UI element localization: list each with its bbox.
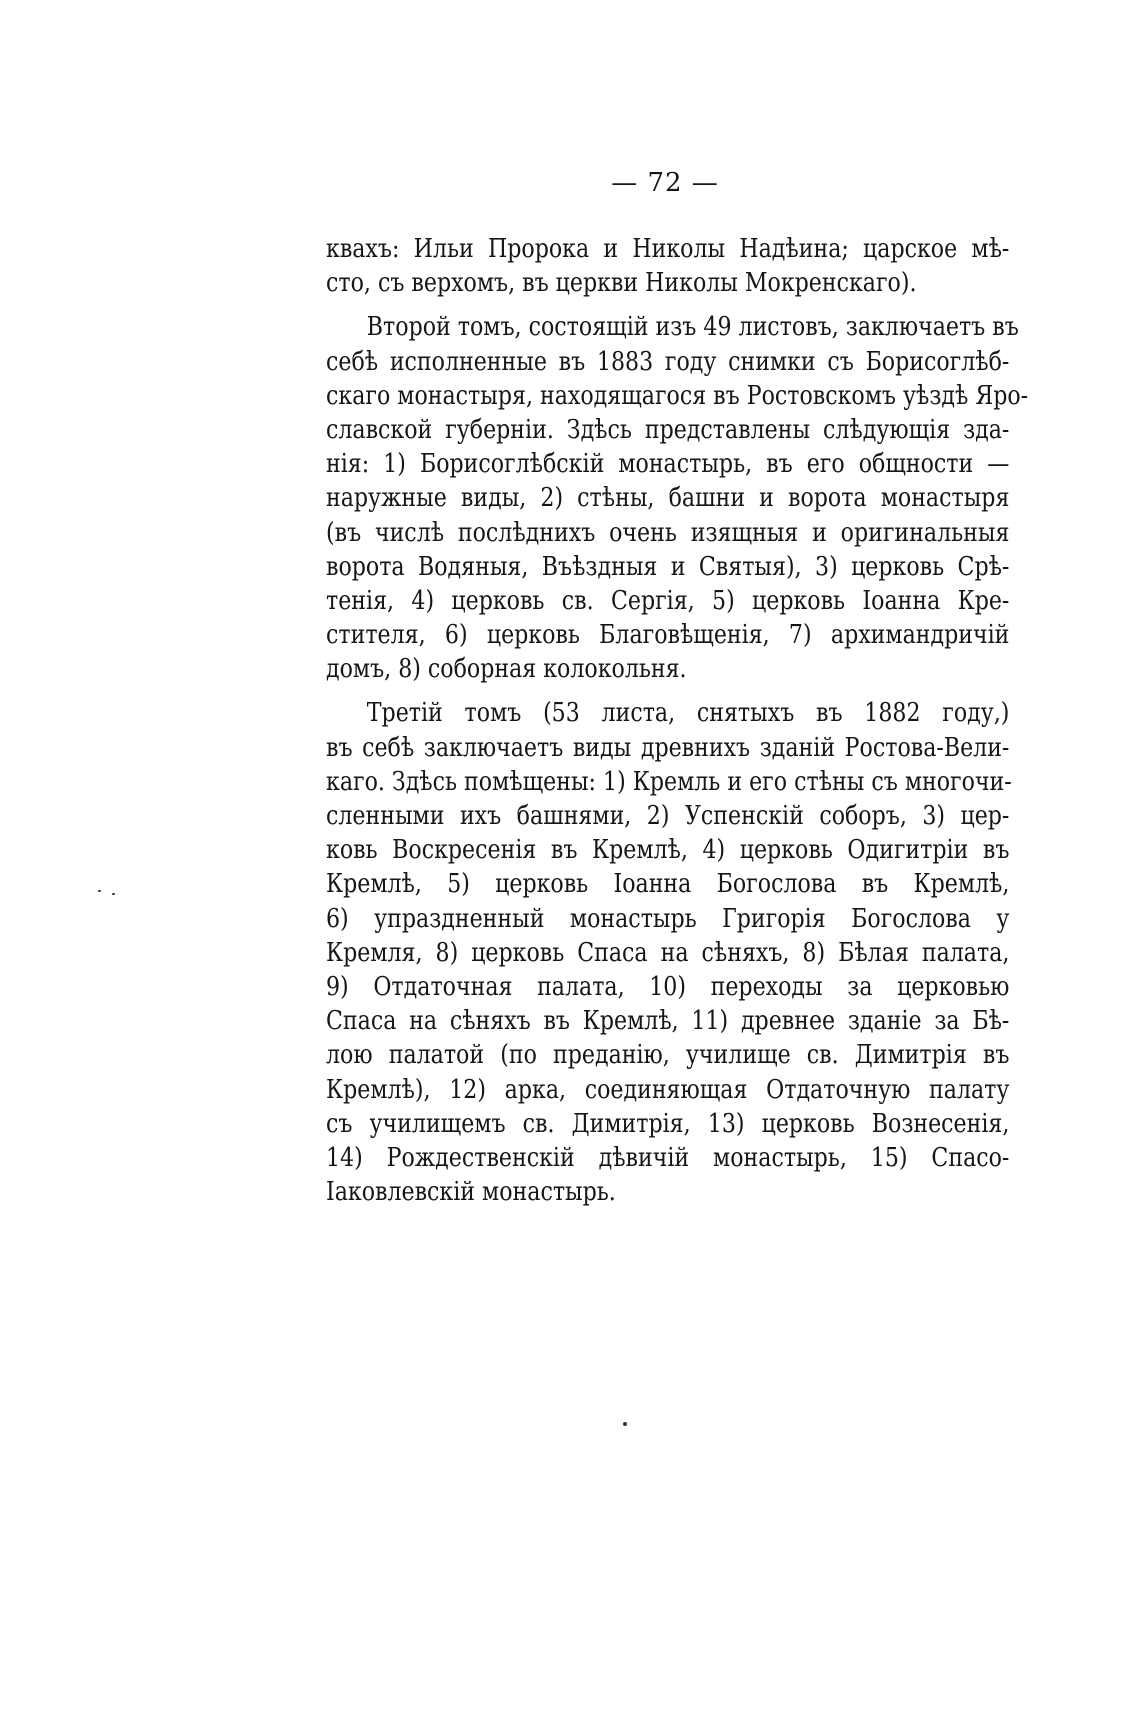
text-line: въ себѣ заключаетъ виды древнихъ зданій Ростова-Вели- (326, 732, 1010, 763)
text-line: Кремля, 8) церковь Спаса на сѣняхъ, 8) Бѣлая палата, (326, 937, 1010, 968)
text-line: (въ числѣ послѣднихъ очень изящныя и оригинальныя (326, 517, 1010, 548)
scan-speck (623, 1422, 627, 1426)
text-line: Іаковлевскій монастырь. (326, 1177, 616, 1208)
text-line: наружные виды, 2) стѣны, башни и ворота монастыря (326, 483, 1010, 514)
paragraph-3 (326, 696, 1010, 1209)
text-line: Кремлѣ), 12) арка, соединяющая Отдаточную палату (326, 1074, 1010, 1105)
text-line: Спаса на сѣняхъ въ Кремлѣ, 11) древнее зданіе за Бѣ- (326, 1006, 1010, 1037)
text-line: ковь Воскресенія въ Кремлѣ, 4) церковь Одигитріи въ (326, 835, 1010, 866)
text-line: нія: 1) Борисоглѣбскій монастырь, въ его общности — (326, 449, 1010, 480)
paragraph-1 (326, 232, 1010, 300)
text-line: стителя, 6) церковь Благовѣщенія, 7) архимандричій (326, 620, 1010, 651)
text-line: Третій томъ (53 листа, снятыхъ въ 1882 году,) (366, 698, 1010, 729)
text-line: 6) упраздненный монастырь Григорія Богослова у (326, 903, 1010, 934)
text-line: домъ, 8) соборная колокольня. (326, 654, 687, 685)
page-number: — 72 — (611, 168, 719, 198)
text-line: 9) Отдаточная палата, 10) переходы за церковью (326, 971, 1010, 1002)
text-line: сто, съ верхомъ, въ церкви Николы Мокренскаго). (326, 268, 917, 299)
text-line: славской губерніи. Здѣсь представлены слѣдующія зда- (326, 414, 1010, 445)
text-line: себѣ исполненные въ 1883 году снимки съ Борисоглѣб- (326, 346, 1010, 377)
text-line: Кремлѣ, 5) церковь Іоанна Богослова въ Кремлѣ, (326, 869, 1010, 900)
text-line: тенія, 4) церковь св. Сергія, 5) церковь Іоанна Кре- (326, 585, 1010, 616)
scan-speck (98, 890, 101, 892)
text-line: каго. Здѣсь помѣщены: 1) Кремль и его стѣны съ многочи- (326, 766, 1012, 797)
body-text (326, 232, 1029, 1209)
text-line: скаго монастыря, находящагося въ Ростовскомъ уѣздѣ Яро- (326, 380, 1029, 411)
text-line: Второй томъ, состоящій изъ 49 листовъ, заключаетъ въ (366, 312, 1019, 343)
text-line: лою палатой (по преданію, училище св. Димитрія въ (326, 1040, 1010, 1071)
text-line: сленными ихъ башнями, 2) Успенскій соборъ, 3) цер- (326, 801, 1010, 831)
text-line: съ училищемъ св. Димитрія, 13) церковь Вознесенія, (326, 1108, 1010, 1139)
text-line: 14) Рождественскій дѣвичій монастырь, 15) Спасо- (326, 1142, 1010, 1173)
scan-speck (112, 893, 115, 895)
text-line: квахъ: Ильи Пророка и Николы Надѣина; царское мѣ- (326, 234, 1010, 264)
text-line: ворота Водяныя, Въѣздныя и Святыя), 3) церковь Срѣ- (326, 551, 1010, 582)
paragraph-2 (326, 310, 1029, 686)
